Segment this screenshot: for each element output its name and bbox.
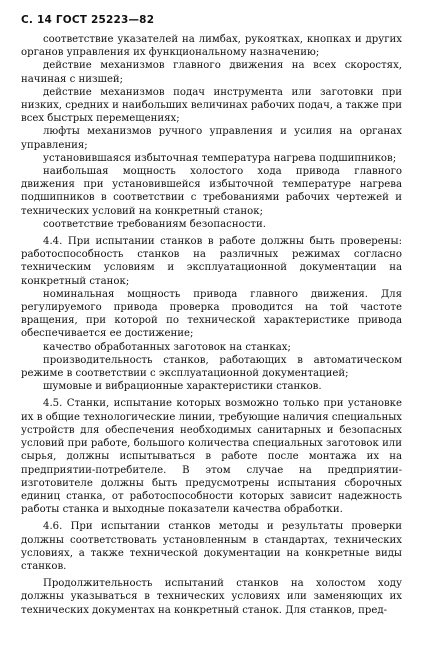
paragraph-2: действие механизмов главного движения на всех скоростях, начиная с низшей; [21, 60, 402, 85]
paragraph-section-4-4: 4.4. При испытании станков в работе должны быть проверены: работоспособность станков на различных режимах согласно техническим условиям и эксплуатационной документации на конкретный станок; [21, 236, 402, 287]
paragraph-15: Продолжительность испытаний станков на холостом ходу должны указываться в технических условиях или заменяющих их технических документах на конкретный станок. Для станков, пред- [21, 578, 402, 616]
paragraph-7: соответствие требованиям безопасности. [43, 218, 266, 230]
paragraph-5: установившаяся избыточная температура нагрева подшипников; [43, 152, 397, 164]
page-header: С. 14 ГОСТ 25223—82 [21, 14, 155, 26]
paragraph-section-4-6: 4.6. При испытании станков методы и результаты проверки должны соответствовать установленным в стандартах, технических условиях, а также технической документации на конкретные виды станков. [21, 521, 402, 572]
paragraph-1: соответствие указателей на лимбах, рукоятках, кнопках и других органов управления их функциональному назначению; [21, 34, 402, 59]
paragraph-11: производительность станков, работающих в автоматическом режиме в соответствии с эксплуатационной документацией; [21, 354, 402, 380]
paragraph-4: люфты механизмов ручного управления и усилия на органах управления; [21, 126, 402, 151]
paragraph-10: качество обработанных заготовок на станках; [43, 341, 291, 353]
paragraph-section-4-5: 4.5. Станки, испытание которых возможно только при установке их в общие технологические линии, требующие наличия специальных устройств для обеспечения необходимых санитарных и безопасных условий при работе, большого количества специальных заготовок или сырья, должны испытываться в работе после монтажа их на предприятии-потребителе. В этом случае на предприятии-изготовителе должны быть предусмотрены испытания сборочных единиц станка, от работоспособности которых зависит надежность работы станка и выходные показатели качества обработки. [21, 398, 402, 516]
paragraph-9: номинальная мощность привода главного движения. Для регулируемого привода проверка проводится на той частоте вращения, при которой по технической характеристике привода обеспечивается ее достижение; [21, 288, 402, 340]
document-body [21, 33, 402, 617]
paragraph-12: шумовые и вибрационные характеристики станков. [43, 381, 322, 393]
paragraph-6: наибольшая мощность холостого хода привода главного движения при установившейся избыточной температуре нагрева подшипников в соответствии с требованиями рабочих чертежей и технических условий на конкретный станок; [21, 166, 402, 217]
paragraph-3: действие механизмов подач инструмента или заготовки при низких, средних и наибольших величинах рабочих подач, а также при всех быстрых перемещениях; [21, 86, 402, 125]
